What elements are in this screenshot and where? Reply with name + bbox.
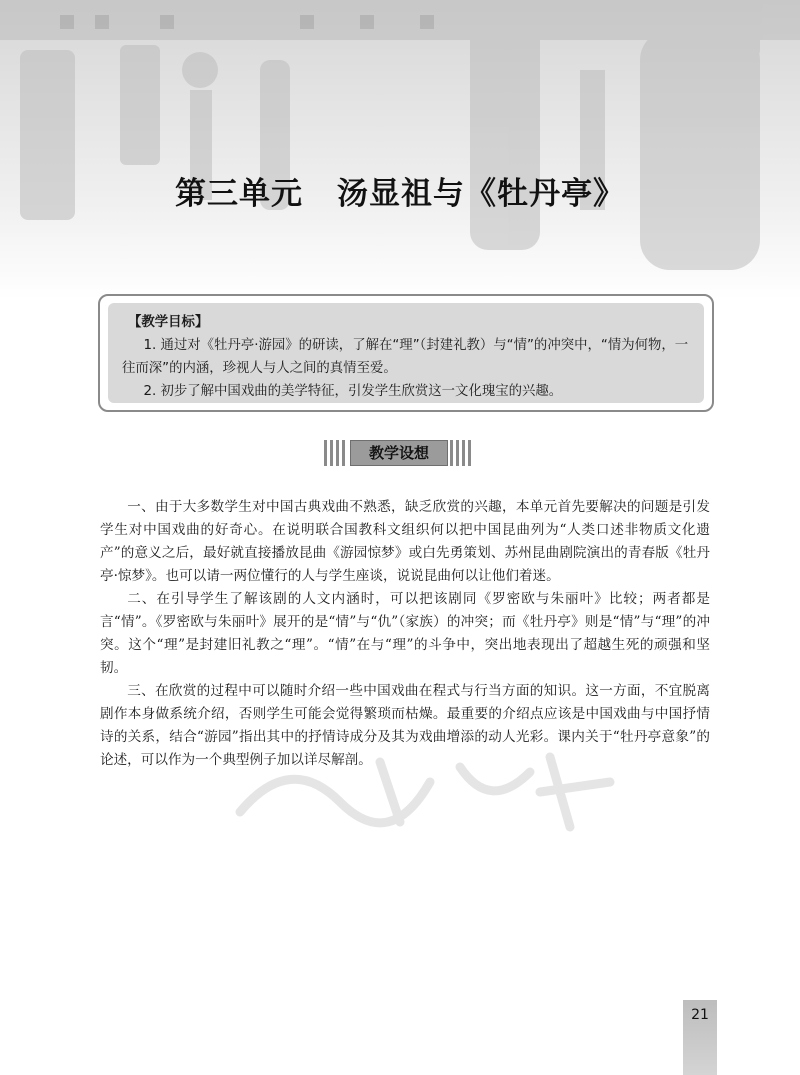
section-banner xyxy=(324,440,474,466)
teaching-objectives-panel xyxy=(108,303,704,403)
banner-stripes-left xyxy=(324,440,348,466)
brush-watermark xyxy=(230,742,640,832)
unit-name: 汤显祖与《牡丹亭》 xyxy=(337,176,625,212)
header-mural-background xyxy=(0,0,800,300)
objective-item-2: 2. 初步了解中国戏曲的美学特征，引发学生欣赏这一文化瑰宝的兴趣。 xyxy=(143,384,563,399)
mural-illustration xyxy=(0,0,800,300)
section-heading: 教学设想 xyxy=(350,440,448,466)
paragraph-1: 一、由于大多数学生对中国古典戏曲不熟悉，缺乏欣赏的兴趣，本单元首先要解决的问题是引发学生对中国戏曲的好奇心。在说明联合国教科文组织何以把中国昆曲列为“人类口述非物质文化遗产”的意义之后，最好就直接播放昆曲《游园惊梦》或白先勇策划、苏州昆曲剧院演出的青春版《牡丹亭·惊梦》。也可以请一两位懂行的人与学生座谈，说说昆曲何以让他们着迷。 xyxy=(100,499,710,584)
paragraph-2: 二、在引导学生了解该剧的人文内涵时，可以把该剧同《罗密欧与朱丽叶》比较；两者都是言“情”。《罗密欧与朱丽叶》展开的是“情”与“仇”（家族）的冲突；而《牡丹亭》则是“情”与“理”的冲突。这个“理”是封建旧礼教之“理”。“情”在与“理”的斗争中，突出地表现出了超越生死的顽强和坚韧。 xyxy=(100,591,710,676)
teaching-plan-body xyxy=(100,496,710,772)
objective-item-1: 1. 通过对《牡丹亭·游园》的研读，了解在“理”（封建礼教）与“情”的冲突中，“情为何物，一往而深”的内涵，珍视人与人之间的真情至爱。 xyxy=(122,338,689,376)
unit-number: 第三单元 xyxy=(175,176,303,212)
banner-stripes-right xyxy=(450,440,474,466)
objectives-heading: 【教学目标】 xyxy=(128,315,209,330)
paragraph-3: 三、在欣赏的过程中可以随时介绍一些中国戏曲在程式与行当方面的知识。这一方面，不宜脱离剧作本身做系统介绍，否则学生可能会觉得繁琐而枯燥。最重要的介绍点应该是中国戏曲与中国抒情诗的关系，结合“游园”指出其中的抒情诗成分及其为戏曲增添的动人光彩。课内关于“牡丹亭意象”的论述，可以作为一个典型例子加以详尽解剖。 xyxy=(100,683,710,768)
teaching-objectives-box xyxy=(98,294,714,412)
page-number: 21 xyxy=(691,1007,709,1023)
unit-title xyxy=(0,168,800,213)
